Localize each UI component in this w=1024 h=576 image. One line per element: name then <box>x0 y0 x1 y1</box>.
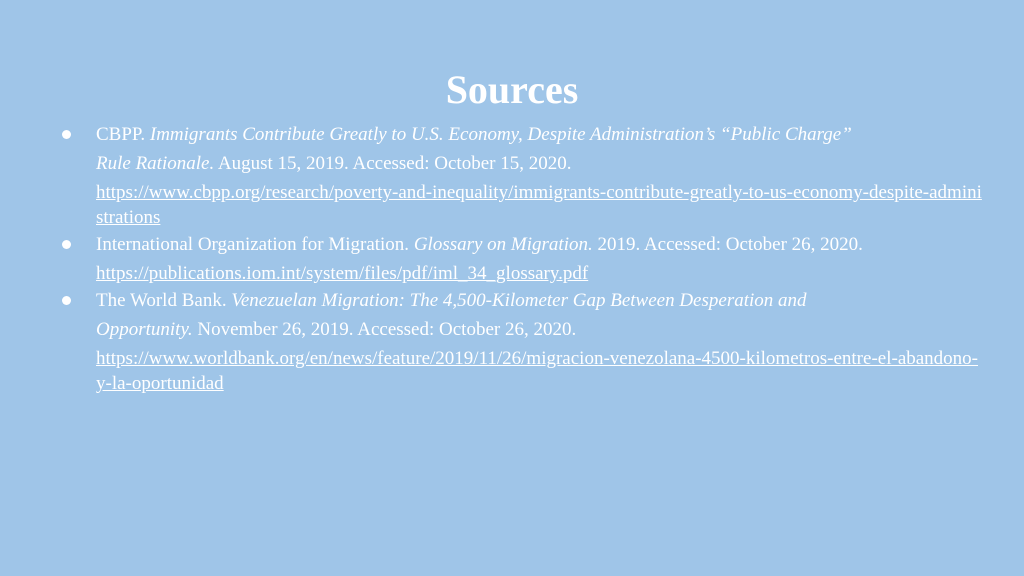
source-line <box>96 149 986 178</box>
source-title: Glossary on Migration. <box>413 234 593 255</box>
source-title-continued: Opportunity. <box>96 319 193 340</box>
source-item-iom <box>56 230 986 286</box>
slide-title: Sources <box>445 67 579 112</box>
source-details: 2019. Accessed: October 26, 2020. <box>597 234 863 255</box>
source-line <box>96 120 986 149</box>
source-line <box>96 315 986 344</box>
source-org: CBPP. <box>96 124 146 145</box>
source-item-world-bank <box>56 286 986 396</box>
source-list <box>56 120 986 396</box>
source-details: November 26, 2019. Accessed: October 26, 2020. <box>197 319 577 340</box>
bullet-icon <box>62 240 71 249</box>
source-link[interactable]: https://www.worldbank.org/en/news/feature/2019/11/26/migracion-venezolana-4500-kilometros-entre-el-abandono-y-la-oportunidad <box>96 348 979 394</box>
source-line <box>96 286 986 315</box>
source-org: International Organization for Migration. <box>96 234 410 255</box>
source-link[interactable]: https://publications.iom.int/system/files/pdf/iml_34_glossary.pdf <box>96 263 589 284</box>
bullet-icon <box>62 130 71 139</box>
bullet-icon <box>62 296 71 305</box>
source-title: Immigrants Contribute Greatly to U.S. Economy, Despite Administration’s “Public Charge” <box>149 124 852 145</box>
source-title-continued: Rule Rationale. <box>96 153 215 174</box>
source-org: The World Bank. <box>96 290 227 311</box>
source-details: August 15, 2019. Accessed: October 15, 2020. <box>217 153 572 174</box>
source-line <box>96 230 986 259</box>
source-link[interactable]: https://www.cbpp.org/research/poverty-and-inequality/immigrants-contribute-greatly-to-us-economy-despite-administrations <box>96 182 982 228</box>
source-item-cbpp <box>56 120 986 230</box>
source-title: Venezuelan Migration: The 4,500-Kilometer Gap Between Desperation and <box>231 290 807 311</box>
